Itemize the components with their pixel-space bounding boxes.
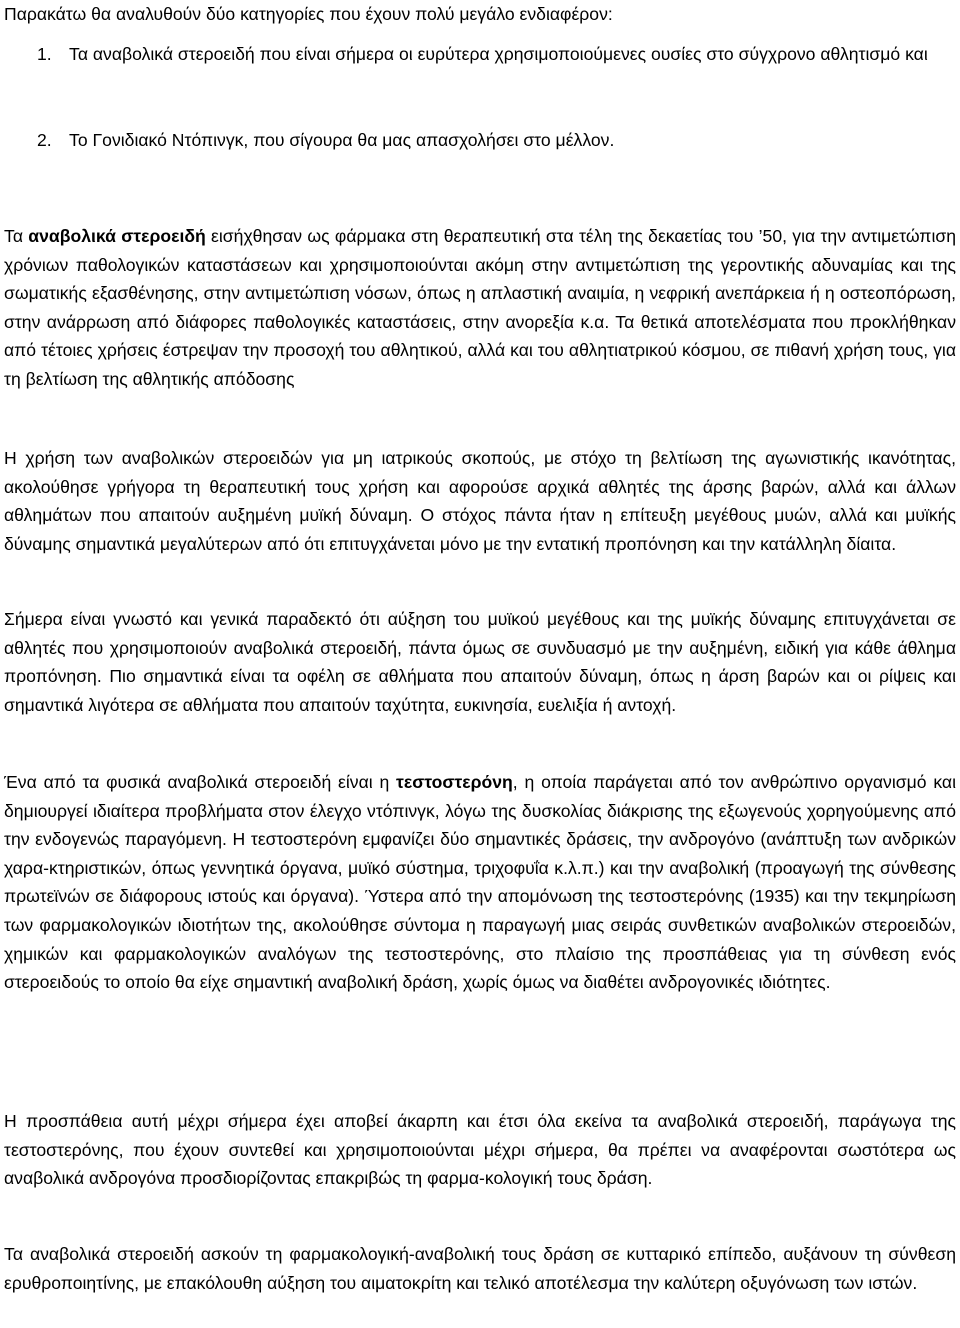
paragraph-text: εισήχθησαν ως φάρμακα στη θεραπευτική στα τέλη της δεκαετίας του ’50, για την αντιμετώπιση χρόνιων παθολογικών καταστάσεων και χρησιμοποιούνται ακόμη στην αντιμετώπιση της γεροντικής αδυναμίας και της σωματικής εξασθένησης, στην αντιμετώπιση νόσων, όπως η απλαστική αναιμία, η νεφρική ανεπάρκεια ή η οστεοπόρωση, στην ανάρρωση από διάφορες παθολογικές καταστάσεις, στην ανορεξία κ.α. Τα θετικά αποτελέσματα που προκλήθηκαν από τέτοιες χρήσεις έστρεψαν την προσοχή του αθλητικού, αλλά και του αθλητιατρικού κόσμου, σε πιθανή χρήση τους, για τη βελτίωση της αθλητικής απόδοσης bbox=[4, 226, 957, 389]
paragraph-text: , η οποία παράγεται από τον ανθρώπινο οργανισμό και δημιουργεί ιδιαίτερα προβλήματα στον έλεγχο ντόπινγκ, λόγω της δυσκολίας διάκρισης της εξωγενούς χορηγούμενης από την ενδογενώς παραγόμενη. Η τεστοστερόνη εμφανίζει δύο σημαντικές δράσεις, την ανδρογόνο (ανάπτυξη των ανδρικών χαρα-κτηριστικών, όπως γεννητικά όργανα, μυϊκό σύστημα, τριχοφυΐα κ.λ.π.) και την αναβολική (προαγωγή της σύνθεσης πρωτεϊνών σε διάφορους ιστούς και όργανα). Ύστερα από την απομόνωση της τεστοστερόνης (1935) και την τεκμηρίωση των φαρμακολογικών ιδιοτήτων της, ακολούθησε σύντομα η παραγωγή μιας σειράς συνθετικών αναβολικών στεροειδών, χημικών και φαρμακολογικών αναλόγων της τεστοστερόνης, στο πλαίσιο της προσπάθειας για τη σύνθεση ενός στεροειδούς το οποίο θα είχε σημαντική αναβολική δράση, χωρίς όμως να διαθέτει ανδρογονικές ιδιότητες. bbox=[4, 772, 956, 993]
paragraph-anabolic-intro bbox=[4, 222, 956, 394]
list-text: Το Γονιδιακό Ντόπινγκ, που σίγουρα θα μας απασχολήσει στο μέλλον. bbox=[69, 130, 615, 150]
list-number: 2. bbox=[37, 130, 52, 150]
bold-term: τεστοστερόνη bbox=[396, 772, 513, 792]
list-text: Τα αναβολικά στεροειδή που είναι σήμερα οι ευρύτερα χρησιμοποιούμενες ουσίες στο σύγχρονο αθλητισμό και bbox=[69, 44, 928, 64]
paragraph-futile-effort: Η προσπάθεια αυτή μέχρι σήμερα έχει αποβεί άκαρπη και έτσι όλα εκείνα τα αναβολικά στεροειδή, παράγωγα της τεστοστερόνης, που έχουν συντεθεί και χρησιμοποιούνται μέχρι σήμερα, θα πρέπει να αναφέρονται σωστότερα ως αναβολικά ανδρογόνα προσδιορίζοντας επακριβώς τη φαρμα-κολογική τους δράση. bbox=[4, 1111, 956, 1189]
paragraph-testosterone bbox=[4, 768, 956, 997]
paragraph-text: Ένα από τα φυσικά αναβολικά στεροειδή είναι η bbox=[4, 772, 397, 792]
intro-line: Παρακάτω θα αναλυθούν δύο κατηγορίες που έχουν πολύ μεγάλο ενδιαφέρον: bbox=[4, 4, 613, 24]
paragraph-text: Τα bbox=[4, 226, 29, 246]
list-number: 1. bbox=[37, 44, 52, 64]
paragraph-known-benefits: Σήμερα είναι γνωστό και γενικά παραδεκτό ότι αύξηση του μυϊκού μεγέθους και της μυϊκής δύναμης επιτυγχάνεται σε αθλητές που χρησιμοποιούν αναβολικά στεροειδή, πάντα όμως σε συνδυασμό με την αυξημένη, ειδική για κάθε άθλημα προπόνηση. Πιο σημαντικά είναι τα οφέλη σε αθλήματα που απαιτούν δύναμη, όπως η άρση βαρών και οι ρίψεις και σημαντικά λιγότερα σε αθλήματα που απαιτούν ταχύτητα, ευκινησία, ευελιξία ή αντοχή. bbox=[4, 609, 956, 715]
paragraph-cellular-action: Τα αναβολικά στεροειδή ασκούν τη φαρμακολογική-αναβολική τους δράση σε κυτταρικό επίπεδο, αυξάνουν τη σύνθεση ερυθροποιητίνης, με επακόλουθη αύξηση του αιματοκρίτη και τελικό αποτέλεσμα την καλύτερη οξυγόνωση των ιστών. bbox=[4, 1244, 956, 1293]
bold-term: αναβολικά στεροειδή bbox=[28, 226, 206, 246]
paragraph-non-medical-use: Η χρήση των αναβολικών στεροειδών για μη ιατρικούς σκοπούς, με στόχο τη βελτίωση της αγωνιστικής ικανότητας, ακολούθησε γρήγορα τη θεραπευτική τους χρήση και αφορούσε αρχικά αθλητές της άρσης βαρών, αλλά και άλλων αθλημάτων που απαιτούν αυξημένη μυϊκή δύναμη. Ο στόχος πάντα ήταν η επίτευξη μεγέθους μυών, αλλά και μυϊκής δύναμης σημαντικά μεγαλύτερων από ότι επιτυγχάνεται μόνο με την εντατική προπόνηση και την κατάλληλη δίαιτα. bbox=[4, 448, 956, 554]
